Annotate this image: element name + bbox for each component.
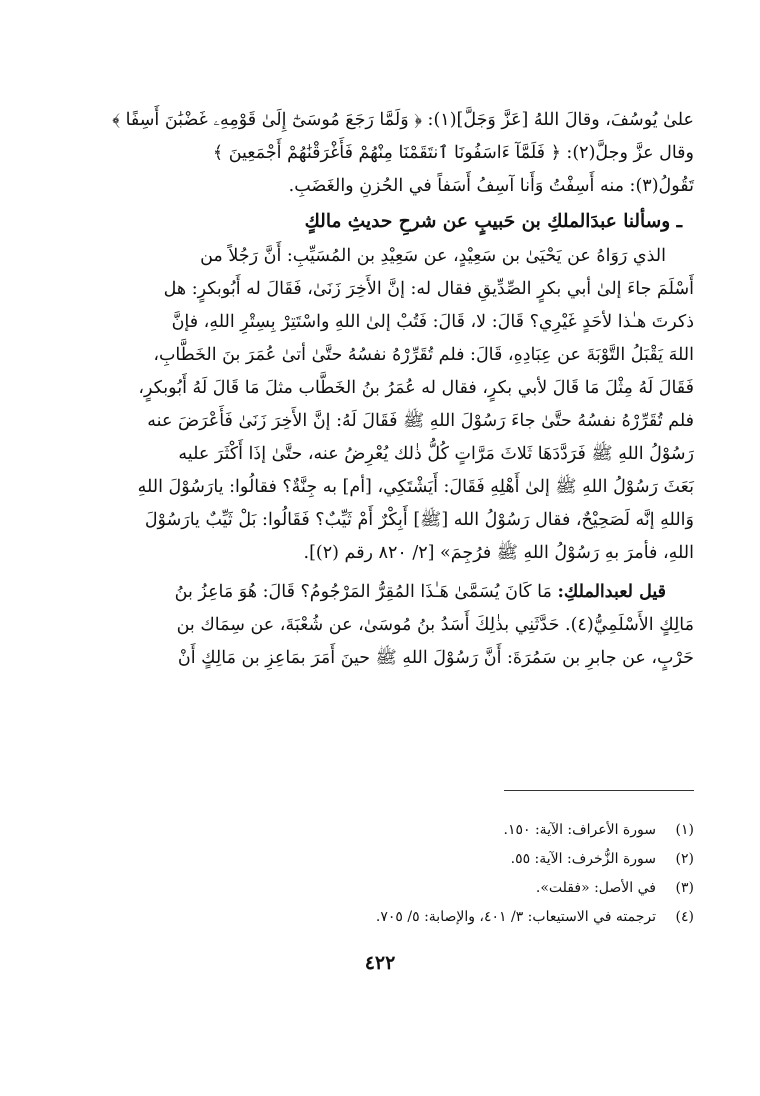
footnote-item (86, 903, 694, 932)
paragraph-hadith (86, 240, 694, 570)
text-line: بَعَثَ رَسُوْلُ اللهِ ﷺ إلىٰ أَهْلِهِ فَقَالَ: أَيَشْتَكِي، [أم] به جِنَّةٌ؟ فقالُوا: يارَسُوْلَ اللهِ (137, 477, 694, 497)
footnote-number: (٣) (675, 880, 694, 896)
footnote-item (86, 845, 694, 874)
text-line: وقال عزَّ وجلَّ(٢): ﴿ فَلَمَّآ ءَاسَفُونَا ٱنتَقَمْنَا مِنْهُمْ فَأَغْرَقْنَٰهُمْ أَجْمَعِينَ ﴾ (212, 143, 694, 163)
section-heading: ـ وسألنا عبدَالملكِ بن حَبيبٍ عن شرحِ حديثِ مالكٍ (304, 211, 682, 232)
page-body (86, 104, 694, 925)
text-line: اللهَ يَقْبَلُ التَّوْبَةَ عن عِبَادِهِ، قَالَ: فلم تُقَرِّرْهُ نفسُهُ حتَّىٰ أتىٰ عُمَرَ بنَ الخَطَّابِ، (153, 345, 694, 365)
footnote-number: (١) (675, 822, 694, 838)
text-line: حَرْبٍ، عن جابرِ بن سَمُرَةَ: أَنَّ رَسُوْلَ اللهِ ﷺ حينَ أَمَرَ بمَاعِزِ بن مَالِكٍ أَنْ (177, 648, 694, 668)
text-line: علىٰ يُوسُفَ، وقالَ اللهُ [عَزَّ وَجَلَّ](١): ﴿ وَلَمَّا رَجَعَ مُوسَىٰٓ إِلَىٰ قَوْمِهِۦ غَضْبَٰنَ أَسِفًا ﴾ (112, 110, 694, 130)
text-line: مَا كَانَ يُسَمَّىٰ هَـٰذَا المُقِرُّ المَرْجُومُ؟ قَالَ: هُوَ مَاعِزُ بنُ (174, 582, 558, 602)
footnote-text: ترجمته في الاستيعاب: ٣/ ٤٠١، والإصابة: ٥/ ٧٠٥. (375, 909, 656, 925)
paragraph-verse-commentary (86, 104, 694, 203)
paragraph-lead: قيل لعبدالملكِ: (557, 582, 666, 602)
text-line: فلم تُقَرِّرْهُ نفسُهُ حتَّىٰ جاءَ رَسُوْلَ اللهِ ﷺ فَقَالَ لَهُ: إنَّ الأَخِرَ زَنَىٰ فَأَعْرَضَ عنه (147, 411, 694, 431)
footnote-text: سورة الزُّخرف: الآية: ٥٥. (510, 851, 656, 867)
text-line: مَالِكٍ الأَسْلَمِيُّ(٤). حَدَّثَنِي بذٰلِكَ أَسَدُ بنُ مُوسَىٰ، عن شُعْبَةَ، عن سِمَاك بن (176, 615, 694, 635)
footnote-number: (٢) (675, 851, 694, 867)
page-number: ٤٢٢ (364, 952, 396, 974)
text-line: اللهِ، فأمرَ بهِ رَسُوْلُ اللهِ ﷺ فرُجِمَ» [٢/ ٨٢٠ رقم (٢)]. (303, 543, 694, 563)
text-line: تَقُولُ(٣): منه أَسِفْتُ وَأَنا آسِفُ أَسَفاً في الحُزنِ والغَضَبِ. (288, 176, 694, 196)
text-line: فَقَالَ لَهُ مِثْلَ مَا قَالَ لأبي بكرٍ، فقال له عُمَرُ بنُ الخَطَّاب مثلَ مَا قَالَ لَهُ أَبُوبكرٍ، (138, 378, 694, 398)
text-line: أَسْلَمَ جاءَ إلىٰ أبي بكرٍ الصِّدِّيقِ فقال له: إنَّ الأَخِرَ زَنَىٰ، فَقَالَ له أَبُوبكرٍ: هل (163, 279, 694, 299)
footnotes (86, 816, 694, 932)
footnote-number: (٤) (675, 909, 694, 925)
footnote-item (86, 816, 694, 845)
footnote-text: في الأصل: «فقلت». (535, 880, 656, 896)
text-line: ذكرتَ هـٰذا لأحَدٍ غَيْرِي؟ قَالَ: لا، قَالَ: فَتُبْ إلىٰ اللهِ واسْتَتِرْ بِسِتْرِ اللهِ، فإنَّ (171, 312, 694, 332)
footnote-divider (504, 790, 694, 791)
footnote-item (86, 874, 694, 903)
text-line: رَسُوْلُ اللهِ ﷺ فَرَدَّدَهَا ثَلاثَ مَرَّاتٍ كُلُّ ذٰلك يُعْرِضُ عنه، حتَّىٰ إذَا أَكْثَرَ عليه (178, 444, 694, 464)
text-line: وَاللهِ إنَّه لَصَحِيْحٌ، فقال رَسُوْلُ الله [ﷺ] أَبِكْرٌ أَمْ ثَيِّبٌ؟ فَقَالُوا: بَلْ ثَيِّبٌ يارَسُوْلَ (144, 510, 694, 530)
paragraph-question (86, 576, 694, 675)
footnote-text: سورة الأعراف: الآية: ١٥٠. (503, 822, 656, 838)
text-line: الذي رَوَاهُ عن يَحْيَىٰ بن سَعِيْدٍ، عن سَعِيْدِ بن المُسَيِّبِ: أَنَّ رَجُلاً من (200, 246, 666, 266)
